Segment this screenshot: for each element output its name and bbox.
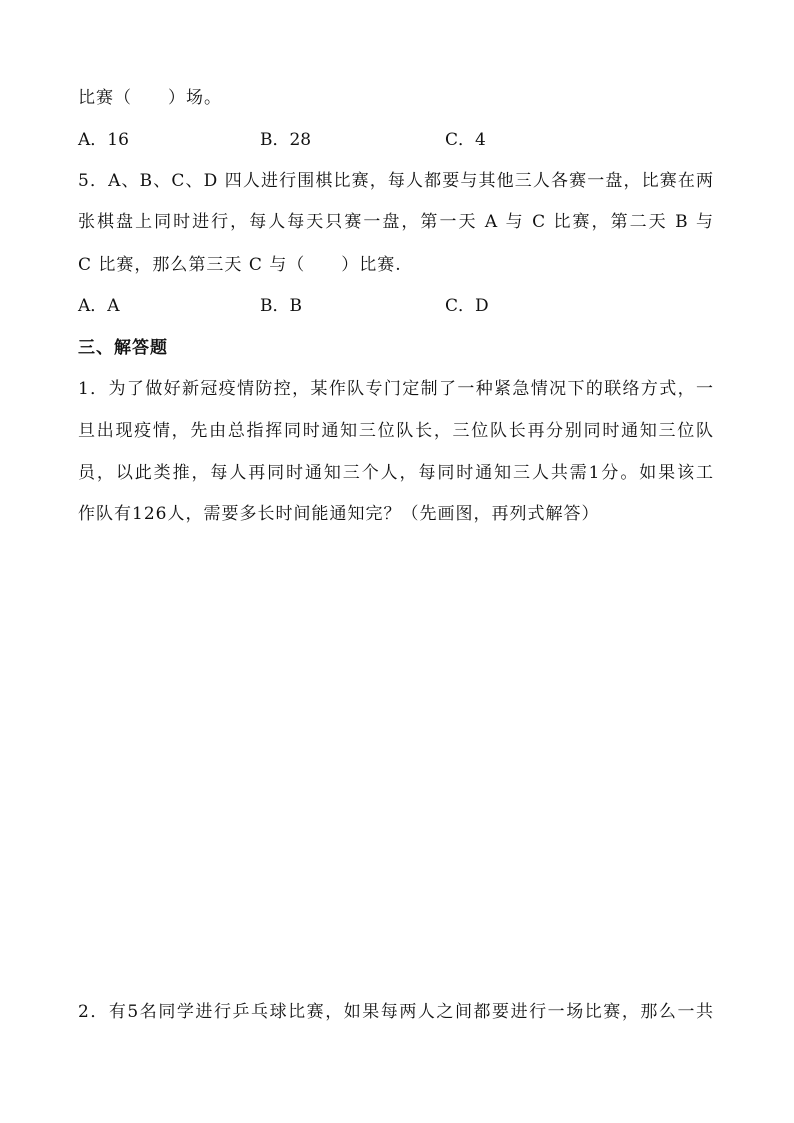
s3q2-line-1: 2．有5名同学进行乒乓球比赛，如果每两人之间都要进行一场比赛，那么一共 [78, 1002, 714, 1022]
q4-option-c: C．4 [445, 130, 486, 150]
s3q1-line-4: 作队有126人，需要多长时间能通知完？（先画图，再列式解答） [78, 504, 600, 524]
s3q1-line-1: 1．为了做好新冠疫情防控，某作队专门定制了一种紧急情况下的联络方式，一 [78, 379, 714, 399]
s3q1-line-2: 旦出现疫情，先由总指挥同时通知三位队长，三位队长再分别同时通知三位队 [78, 421, 714, 441]
q5-line-2: 张棋盘上同时进行，每人每天只赛一盘，第一天 A 与 C 比赛，第二天 B 与 [78, 212, 714, 232]
s3q1-line-3: 员，以此类推，每人再同时通知三个人，每同时通知三人共需1分。如果该工 [78, 463, 714, 483]
q5-option-c: C．D [445, 296, 489, 316]
q4-tail: 比赛（ ）场。 [78, 88, 222, 108]
q5-line-3: C 比赛，那么第三天 C 与（ ）比赛. [78, 255, 402, 275]
q5-option-a: A．A [78, 296, 120, 316]
q4-option-a: A．16 [78, 130, 129, 150]
q5-option-b: B．B [260, 296, 302, 316]
section-title: 三、解答题 [78, 338, 168, 358]
q5-line-1: 5．A、B、C、D 四人进行围棋比赛，每人都要与其他三人各赛一盘，比赛在两 [78, 171, 714, 191]
q4-option-b: B．28 [260, 130, 312, 150]
